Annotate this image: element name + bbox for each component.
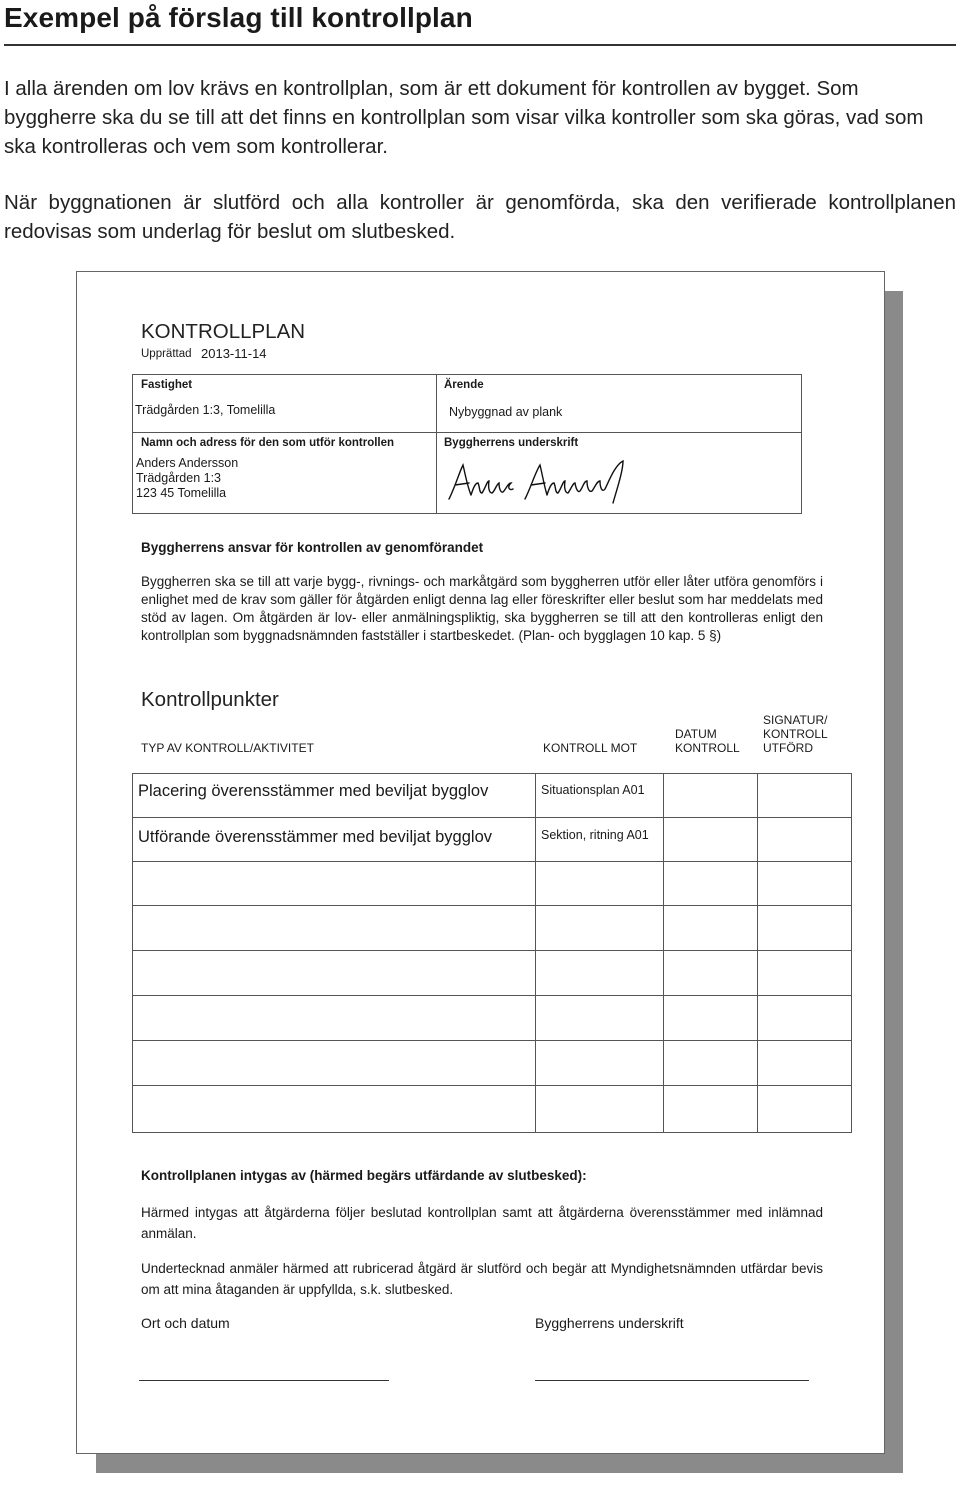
column-header-kontroll-mot: KONTROLL MOT	[543, 741, 638, 755]
table-row-divider	[133, 1085, 851, 1086]
table-row-2-typ: Utförande överensstämmer med beviljat bygglov	[138, 828, 493, 846]
column-header-datum-line-1: DATUM	[675, 727, 717, 741]
byggherre-signature-label: Byggherrens underskrift	[444, 437, 579, 449]
intyg-paragraph-1: Härmed intygas att åtgärderna följer beslutad kontrollplan samt att åtgärderna överensstämmer med inlämnad anmälan.	[141, 1205, 823, 1241]
kontrollant-address: Trädgården 1:3	[136, 471, 222, 485]
intro-paragraph-2: När byggnationen är slutförd och alla kontroller är genomförda, ska den verifierade kontrollplanen redovisas som underlag för beslut om slutbesked.	[4, 191, 956, 243]
info-box-divider	[436, 375, 437, 513]
column-header-datum	[675, 727, 740, 755]
table-row-divider	[133, 1040, 851, 1041]
table-row-divider	[133, 905, 851, 906]
upprattad-label: Upprättad	[141, 348, 192, 360]
kontrollpunkter-table	[132, 773, 852, 1133]
kontrollpunkter-title: Kontrollpunkter	[141, 688, 279, 711]
table-row-1-mot: Situationsplan A01	[541, 783, 645, 797]
upprattad-date: 2013-11-14	[201, 346, 267, 361]
intyg-heading: Kontrollplanen intygas av (härmed begärs utfärdande av slutbesked):	[141, 1168, 587, 1183]
column-header-signatur-line-1: SIGNATUR/	[763, 713, 828, 727]
kontrollplan-form	[76, 271, 885, 1454]
table-row-divider	[133, 861, 851, 862]
kontrollant-label: Namn och adress för den som utför kontrollen	[141, 437, 395, 449]
table-row-1-typ: Placering överensstämmer med beviljat bygglov	[138, 782, 489, 800]
ansvar-heading: Byggherrens ansvar för kontrollen av genomförandet	[141, 540, 484, 555]
column-header-typ: TYP AV KONTROLL/AKTIVITET	[141, 741, 314, 755]
kontrollant-name: Anders Andersson	[136, 456, 239, 470]
intyg-paragraph-2: Undertecknad anmäler härmed att rubricerad åtgärd är slutförd och begär att Myndighetsnämnden utfärdar bevis om att mina åtaganden är uppfyllda, s.k. slutbesked.	[141, 1261, 823, 1297]
table-column-divider	[535, 774, 536, 1132]
column-header-signatur	[763, 713, 828, 755]
table-column-divider	[663, 774, 664, 1132]
table-row-divider	[133, 950, 851, 951]
table-row-divider	[133, 817, 851, 818]
kontrollant-postal: 123 45 Tomelilla	[136, 486, 227, 500]
ansvar-text: Byggherren ska se till att varje bygg-, rivnings- och markåtgärd som byggherren utför eller låter utföra genomförs i enlighet med de krav som gäller för åtgärden enligt denna lag eller föreskrifter eller beslut som har meddelats med stöd av lagen. Om åtgärden är lov- eller anmälningspliktig, ska byggherren se till att den kontrolleras enligt den kontrollplan som byggnadsnämnden fastställer i startbeskedet. (Plan- och bygglagen 10 kap. 5 §)	[141, 574, 823, 643]
column-header-signatur-line-3: UTFÖRD	[763, 741, 813, 755]
table-row-divider	[133, 995, 851, 996]
fastighet-value: Trädgården 1:3, Tomelilla	[135, 403, 276, 417]
table-row-2-mot: Sektion, ritning A01	[541, 828, 649, 842]
handwritten-signature	[445, 459, 635, 505]
table-column-divider	[757, 774, 758, 1132]
page-title: Exempel på förslag till kontrollplan	[4, 2, 473, 33]
ort-och-datum-label: Ort och datum	[141, 1315, 230, 1331]
fastighet-label: Fastighet	[141, 379, 193, 391]
info-box-divider	[133, 432, 801, 433]
arende-label: Ärende	[444, 379, 484, 391]
info-box	[132, 374, 802, 514]
title-divider	[4, 44, 956, 46]
arende-value: Nybyggnad av plank	[449, 405, 563, 419]
form-title: KONTROLLPLAN	[141, 320, 306, 343]
column-header-signatur-line-2: KONTROLL	[763, 727, 828, 741]
intro-paragraph-1: I alla ärenden om lov krävs en kontrollplan, som är ett dokument för kontrollen av bygget. Som byggherre ska du se till att det finns en kontrollplan som visar vilka kontroller som ska göras, vad som ska kontrolleras och vem som kontrollerar.	[4, 77, 924, 158]
underskrift-line	[535, 1380, 809, 1381]
byggherre-underskrift-label: Byggherrens underskrift	[535, 1315, 684, 1331]
ort-och-datum-line	[139, 1380, 389, 1381]
column-header-datum-line-2: KONTROLL	[675, 741, 740, 755]
